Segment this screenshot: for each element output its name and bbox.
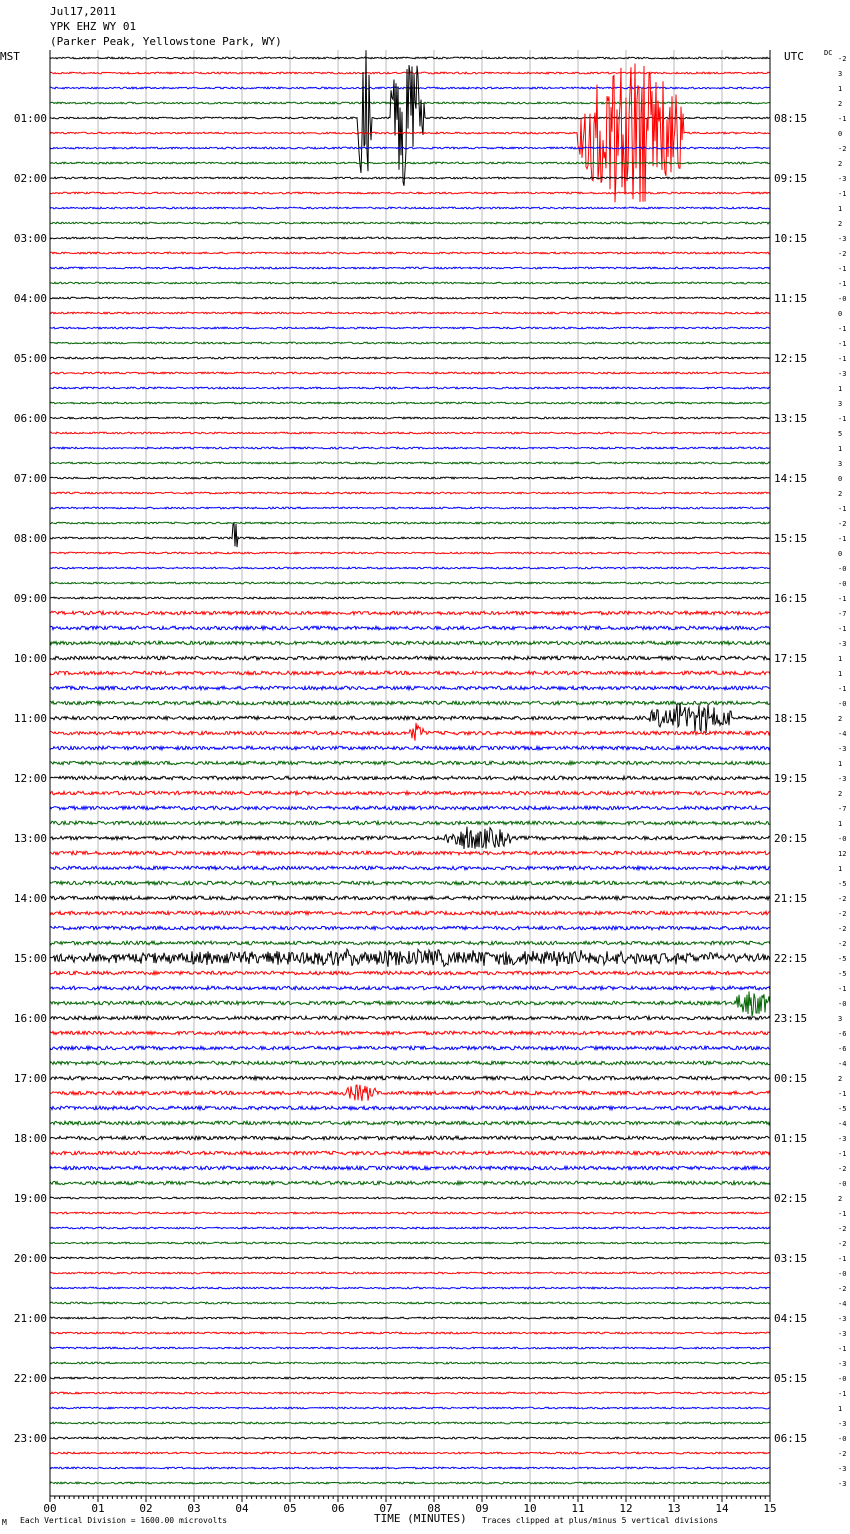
- trace-24: [50, 402, 770, 404]
- logo-mark: M: [2, 1518, 7, 1527]
- dc-offset-label: -7: [838, 805, 847, 813]
- trace-86: [50, 1332, 770, 1334]
- dc-offset-label: 1: [838, 760, 843, 768]
- dc-offset-label: -1: [838, 265, 847, 273]
- x-tick-label: 03: [187, 1502, 201, 1515]
- utc-hour-label: 01:15: [774, 1132, 808, 1145]
- dc-offset-label: -2: [838, 895, 847, 903]
- x-tick-label: 14: [715, 1502, 729, 1515]
- trace-18: [50, 312, 770, 314]
- trace-35: [50, 567, 770, 569]
- trace-39: [50, 626, 770, 630]
- dc-offset-label: -2: [838, 1240, 847, 1248]
- trace-64: [50, 991, 770, 1016]
- x-tick-label: 05: [283, 1502, 297, 1515]
- trace-78: [50, 1212, 770, 1214]
- mst-hour-label: 03:00: [13, 232, 47, 245]
- trace-4: [50, 102, 770, 104]
- utc-hour-label: 22:15: [774, 952, 808, 965]
- trace-21: [50, 357, 770, 359]
- dc-offset-label: -1: [838, 535, 847, 543]
- trace-60: [50, 941, 770, 945]
- mst-hour-label: 08:00: [13, 532, 47, 545]
- trace-72: [50, 1121, 770, 1125]
- dc-offset-label: -5: [838, 955, 847, 963]
- trace-34: [50, 552, 770, 554]
- dc-offset-label: 1: [838, 85, 843, 93]
- trace-33: [50, 524, 770, 548]
- trace-76: [50, 1181, 770, 1185]
- utc-hour-label: 20:15: [774, 832, 808, 845]
- trace-31: [50, 507, 770, 509]
- dc-offset-label: -2: [838, 1165, 847, 1173]
- trace-55: [50, 866, 770, 870]
- x-tick-label: 07: [379, 1502, 393, 1515]
- trace-10: [50, 192, 770, 194]
- dc-offset-label: -4: [838, 1300, 847, 1308]
- mst-hour-label: 11:00: [13, 712, 47, 725]
- dc-offset-label: -0: [838, 1000, 847, 1008]
- x-tick-label: 15: [763, 1502, 777, 1515]
- mst-hour-label: 10:00: [13, 652, 47, 665]
- x-tick-label: 06: [331, 1502, 345, 1515]
- mst-hour-label: 21:00: [13, 1312, 47, 1325]
- dc-offset-label: -1: [838, 115, 847, 123]
- x-tick-label: 13: [667, 1502, 681, 1515]
- mst-hour-label: 13:00: [13, 832, 47, 845]
- dc-offset-label: -5: [838, 970, 847, 978]
- dc-offset-label: 0: [838, 475, 843, 483]
- location-label: (Parker Peak, Yellowstone Park, WY): [50, 35, 282, 48]
- trace-67: [50, 1046, 770, 1050]
- trace-74: [50, 1151, 770, 1155]
- trace-79: [50, 1227, 770, 1229]
- dc-offset-label: -1: [838, 355, 847, 363]
- dc-offset-label: -3: [838, 1135, 847, 1143]
- x-tick-label: 11: [571, 1502, 585, 1515]
- mst-hour-label: 04:00: [13, 292, 47, 305]
- mst-hour-label: 02:00: [13, 172, 47, 185]
- utc-hour-label: 15:15: [774, 532, 808, 545]
- dc-offset-label: 1: [838, 385, 843, 393]
- trace-80: [50, 1242, 770, 1244]
- dc-offset-label: 1: [838, 670, 843, 678]
- dc-offset-label: -4: [838, 1120, 847, 1128]
- trace-48: [50, 761, 770, 765]
- utc-hour-label: 12:15: [774, 352, 808, 365]
- dc-offset-label: 2: [838, 1075, 843, 1083]
- dc-offset-label: -3: [838, 640, 847, 648]
- trace-40: [50, 641, 770, 645]
- dc-offset-label: -1: [838, 325, 847, 333]
- trace-36: [50, 582, 770, 584]
- mst-hour-label: 07:00: [13, 472, 47, 485]
- trace-90: [50, 1392, 770, 1394]
- station-label: YPK EHZ WY 01: [50, 20, 137, 33]
- trace-77: [50, 1197, 770, 1199]
- dc-offset-label: -1: [838, 1210, 847, 1218]
- utc-hour-label: 21:15: [774, 892, 808, 905]
- dc-offset-label: -1: [838, 1345, 847, 1353]
- right-timezone-label: UTC: [784, 50, 804, 63]
- trace-83: [50, 1287, 770, 1289]
- utc-hour-label: 04:15: [774, 1312, 808, 1325]
- mst-hour-label: 14:00: [13, 892, 47, 905]
- utc-hour-label: 17:15: [774, 652, 808, 665]
- scale-note: Each Vertical Division = 1600.00 microvolts: [20, 1516, 228, 1525]
- trace-69: [50, 1076, 770, 1080]
- date-label: Jul17,2011: [50, 5, 117, 18]
- x-tick-label: 08: [427, 1502, 441, 1515]
- dc-offset-label: -0: [838, 1180, 847, 1188]
- trace-51: [50, 806, 770, 810]
- dc-offset-label: 0: [838, 130, 843, 138]
- dc-offset-label: -3: [838, 1465, 847, 1473]
- utc-hour-label: 19:15: [774, 772, 808, 785]
- dc-offset-label: -0: [838, 1375, 847, 1383]
- dc-offset-label: 1: [838, 865, 843, 873]
- trace-11: [50, 207, 770, 209]
- x-tick-label: 01: [91, 1502, 105, 1515]
- trace-94: [50, 1452, 770, 1454]
- utc-hour-label: 14:15: [774, 472, 808, 485]
- dc-offset-label: 2: [838, 715, 843, 723]
- dc-offset-label: -2: [838, 925, 847, 933]
- dc-offset-label: 1: [838, 205, 843, 213]
- dc-offset-label: -5: [838, 880, 847, 888]
- dc-offset-label: -1: [838, 1390, 847, 1398]
- trace-68: [50, 1061, 770, 1065]
- trace-91: [50, 1407, 770, 1409]
- dc-offset-label: 3: [838, 460, 843, 468]
- dc-offset-label: -2: [838, 940, 847, 948]
- trace-47: [50, 746, 770, 750]
- trace-37: [50, 597, 770, 599]
- trace-9: [50, 177, 770, 179]
- mst-hour-label: 23:00: [13, 1432, 47, 1445]
- dc-offset-label: -1: [838, 505, 847, 513]
- utc-hour-label: 05:15: [774, 1372, 808, 1385]
- dc-offset-label: 0: [838, 550, 843, 558]
- trace-12: [50, 222, 770, 224]
- dc-header-label: DC: [824, 49, 833, 57]
- dc-offset-label: 5: [838, 430, 843, 438]
- mst-hour-label: 12:00: [13, 772, 47, 785]
- utc-hour-label: 23:15: [774, 1012, 808, 1025]
- mst-hour-label: 20:00: [13, 1252, 47, 1265]
- trace-63: [50, 986, 770, 990]
- trace-58: [50, 911, 770, 915]
- mst-hour-label: 17:00: [13, 1072, 47, 1085]
- dc-offset-label: -1: [838, 595, 847, 603]
- trace-50: [50, 791, 770, 795]
- trace-73: [50, 1136, 770, 1140]
- x-tick-label: 00: [43, 1502, 57, 1515]
- x-tick-label: 10: [523, 1502, 537, 1515]
- dc-offset-label: 2: [838, 490, 843, 498]
- dc-offset-label: -3: [838, 1420, 847, 1428]
- dc-offset-label: 2: [838, 1195, 843, 1203]
- trace-57: [50, 896, 770, 900]
- dc-offset-label: 1: [838, 445, 843, 453]
- trace-20: [50, 342, 770, 344]
- dc-offset-label: -3: [838, 175, 847, 183]
- dc-offset-label: -2: [838, 1450, 847, 1458]
- trace-54: [50, 851, 770, 855]
- dc-offset-label: -3: [838, 775, 847, 783]
- trace-53: [50, 827, 770, 849]
- dc-offset-label: 3: [838, 70, 843, 78]
- dc-offset-label: -0: [838, 295, 847, 303]
- trace-38: [50, 611, 770, 615]
- trace-88: [50, 1362, 770, 1364]
- trace-30: [50, 492, 770, 494]
- utc-hour-label: 09:15: [774, 172, 808, 185]
- mst-hour-label: 19:00: [13, 1192, 47, 1205]
- dc-offset-label: 2: [838, 100, 843, 108]
- utc-hour-label: 18:15: [774, 712, 808, 725]
- trace-81: [50, 1257, 770, 1259]
- mst-hour-label: 15:00: [13, 952, 47, 965]
- dc-offset-label: -1: [838, 415, 847, 423]
- dc-offset-label: -1: [838, 1255, 847, 1263]
- dc-offset-label: 1: [838, 1405, 843, 1413]
- trace-41: [50, 656, 770, 660]
- trace-66: [50, 1031, 770, 1035]
- dc-offset-label: -0: [838, 565, 847, 573]
- trace-85: [50, 1317, 770, 1319]
- dc-offset-label: -1: [838, 190, 847, 198]
- trace-32: [50, 522, 770, 524]
- dc-offset-label: -1: [838, 625, 847, 633]
- dc-offset-label: -0: [838, 700, 847, 708]
- trace-70: [50, 1085, 770, 1101]
- trace-52: [50, 821, 770, 825]
- trace-71: [50, 1106, 770, 1110]
- trace-59: [50, 926, 770, 930]
- dc-offset-label: -1: [838, 1090, 847, 1098]
- trace-92: [50, 1422, 770, 1424]
- left-timezone-label: MST: [0, 50, 20, 63]
- dc-offset-label: -0: [838, 1270, 847, 1278]
- trace-14: [50, 252, 770, 254]
- trace-23: [50, 387, 770, 389]
- trace-25: [50, 417, 770, 419]
- trace-61: [50, 949, 770, 967]
- dc-offset-label: 2: [838, 790, 843, 798]
- trace-62: [50, 971, 770, 975]
- dc-offset-label: -3: [838, 745, 847, 753]
- dc-offset-label: -7: [838, 610, 847, 618]
- dc-offset-label: -2: [838, 1285, 847, 1293]
- trace-22: [50, 372, 770, 374]
- x-axis-title: TIME (MINUTES): [374, 1512, 467, 1525]
- dc-offset-label: -2: [838, 910, 847, 918]
- trace-26: [50, 432, 770, 434]
- dc-offset-label: -5: [838, 1105, 847, 1113]
- dc-offset-label: -2: [838, 520, 847, 528]
- utc-hour-label: 03:15: [774, 1252, 808, 1265]
- trace-46: [50, 723, 770, 741]
- dc-offset-label: 1: [838, 655, 843, 663]
- dc-offset-label: -6: [838, 1045, 847, 1053]
- trace-42: [50, 671, 770, 675]
- mst-hour-label: 09:00: [13, 592, 47, 605]
- dc-offset-label: -1: [838, 985, 847, 993]
- dc-offset-label: -1: [838, 280, 847, 288]
- trace-28: [50, 462, 770, 464]
- trace-87: [50, 1347, 770, 1349]
- mst-hour-label: 18:00: [13, 1132, 47, 1145]
- trace-lines: [50, 50, 770, 1484]
- utc-hour-label: 08:15: [774, 112, 808, 125]
- utc-hour-label: 00:15: [774, 1072, 808, 1085]
- axis-labels: [14, 55, 847, 1515]
- dc-offset-label: -4: [838, 730, 847, 738]
- utc-hour-label: 10:15: [774, 232, 808, 245]
- trace-17: [50, 297, 770, 299]
- dc-offset-label: -3: [838, 1330, 847, 1338]
- dc-offset-label: 0: [838, 310, 843, 318]
- dc-offset-label: -3: [838, 1360, 847, 1368]
- trace-65: [50, 1016, 770, 1020]
- trace-29: [50, 477, 770, 479]
- dc-offset-label: -6: [838, 1030, 847, 1038]
- trace-49: [50, 776, 770, 780]
- trace-16: [50, 282, 770, 284]
- trace-19: [50, 327, 770, 329]
- dc-offset-label: -0: [838, 1435, 847, 1443]
- trace-13: [50, 237, 770, 239]
- dc-offset-label: -3: [838, 370, 847, 378]
- trace-84: [50, 1302, 770, 1304]
- x-tick-label: 02: [139, 1502, 153, 1515]
- trace-15: [50, 267, 770, 269]
- dc-offset-label: -3: [838, 1480, 847, 1488]
- utc-hour-label: 06:15: [774, 1432, 808, 1445]
- dc-offset-label: 3: [838, 400, 843, 408]
- utc-hour-label: 11:15: [774, 292, 808, 305]
- mst-hour-label: 16:00: [13, 1012, 47, 1025]
- mst-hour-label: 01:00: [13, 112, 47, 125]
- trace-44: [50, 701, 770, 705]
- dc-offset-label: -2: [838, 1225, 847, 1233]
- trace-43: [50, 686, 770, 690]
- mst-hour-label: 22:00: [13, 1372, 47, 1385]
- dc-offset-label: -1: [838, 340, 847, 348]
- dc-offset-label: -0: [838, 835, 847, 843]
- x-tick-label: 12: [619, 1502, 633, 1515]
- dc-offset-label: 3: [838, 1015, 843, 1023]
- trace-95: [50, 1467, 770, 1469]
- mst-hour-label: 06:00: [13, 412, 47, 425]
- trace-56: [50, 881, 770, 885]
- dc-offset-label: -1: [838, 685, 847, 693]
- trace-45: [50, 703, 770, 734]
- dc-offset-label: -3: [838, 235, 847, 243]
- utc-hour-label: 02:15: [774, 1192, 808, 1205]
- trace-93: [50, 1437, 770, 1439]
- x-tick-label: 04: [235, 1502, 249, 1515]
- trace-1: [50, 57, 770, 59]
- dc-offset-label: 1: [838, 820, 843, 828]
- dc-offset-label: -2: [838, 145, 847, 153]
- dc-offset-label: 2: [838, 220, 843, 228]
- dc-offset-label: -3: [838, 1315, 847, 1323]
- trace-75: [50, 1166, 770, 1170]
- x-tick-label: 09: [475, 1502, 489, 1515]
- trace-27: [50, 447, 770, 449]
- trace-96: [50, 1482, 770, 1484]
- utc-hour-label: 16:15: [774, 592, 808, 605]
- dc-offset-label: -0: [838, 580, 847, 588]
- dc-offset-label: -4: [838, 1060, 847, 1068]
- mst-hour-label: 05:00: [13, 352, 47, 365]
- dc-offset-label: -2: [838, 250, 847, 258]
- dc-offset-label: -2: [838, 55, 847, 63]
- dc-offset-label: -1: [838, 1150, 847, 1158]
- clip-note: Traces clipped at plus/minus 5 vertical divisions: [482, 1516, 719, 1525]
- trace-89: [50, 1377, 770, 1379]
- trace-82: [50, 1272, 770, 1274]
- dc-offset-label: 12: [838, 850, 847, 858]
- utc-hour-label: 13:15: [774, 412, 808, 425]
- dc-offset-label: 2: [838, 160, 843, 168]
